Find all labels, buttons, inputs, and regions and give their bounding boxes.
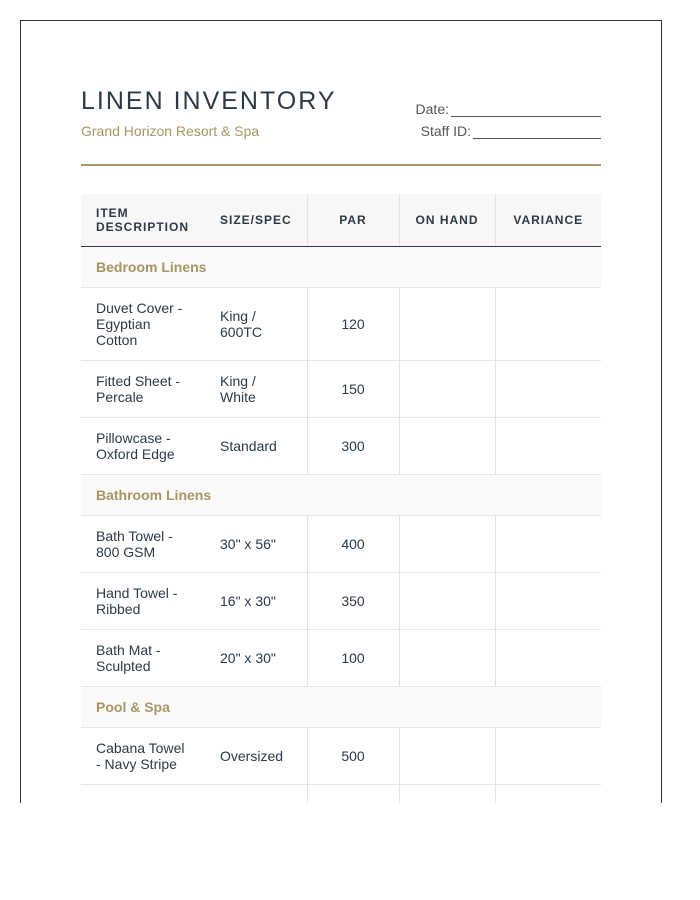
variance-cell[interactable] — [495, 516, 601, 573]
item-par: 100 — [307, 630, 399, 687]
item-par: 400 — [307, 516, 399, 573]
item-description: Bath Towel - 800 GSM — [81, 516, 204, 573]
category-label: Bathroom Linens — [81, 475, 601, 516]
item-par: 300 — [307, 418, 399, 475]
on-hand-cell[interactable] — [399, 573, 495, 630]
on-hand-cell[interactable] — [399, 785, 495, 804]
sheet-header — [81, 87, 601, 166]
item-par: 150 — [307, 361, 399, 418]
page-title: LINEN INVENTORY — [81, 87, 337, 115]
item-description: Bath Mat - Sculpted — [81, 630, 204, 687]
item-description: Hand Towel - Ribbed — [81, 573, 204, 630]
item-par: 500 — [307, 728, 399, 785]
item-description: Fitted Sheet - Percale — [81, 361, 204, 418]
category-row — [81, 475, 601, 516]
variance-cell[interactable] — [495, 573, 601, 630]
item-spec: 30" x 56" — [204, 516, 307, 573]
column-header-par: PAR — [307, 194, 399, 247]
on-hand-cell[interactable] — [399, 361, 495, 418]
table-row — [81, 630, 601, 687]
variance-cell[interactable] — [495, 728, 601, 785]
staff-id-label: Staff ID: — [420, 123, 471, 139]
category-label: Pool & Spa — [81, 687, 601, 728]
table-row — [81, 418, 601, 475]
table-row — [81, 361, 601, 418]
item-description: Duvet Cover - Egyptian Cotton — [81, 288, 204, 361]
item-par: 120 — [307, 288, 399, 361]
date-label: Date: — [415, 101, 449, 117]
variance-cell[interactable] — [495, 630, 601, 687]
variance-cell[interactable] — [495, 418, 601, 475]
table-row — [81, 288, 601, 361]
item-spec: 16" x 30" — [204, 573, 307, 630]
column-header-spec: SIZE/SPEC — [204, 194, 307, 247]
on-hand-cell[interactable] — [399, 728, 495, 785]
table-row — [81, 516, 601, 573]
variance-cell[interactable] — [495, 361, 601, 418]
variance-cell[interactable] — [495, 288, 601, 361]
on-hand-cell[interactable] — [399, 516, 495, 573]
on-hand-cell[interactable] — [399, 418, 495, 475]
category-row — [81, 247, 601, 288]
table-row — [81, 728, 601, 785]
inventory-sheet — [20, 20, 662, 803]
variance-cell[interactable] — [495, 785, 601, 804]
date-input-line[interactable] — [451, 102, 601, 117]
column-header-variance: VARIANCE — [495, 194, 601, 247]
category-row — [81, 687, 601, 728]
table-row-partial — [81, 785, 601, 804]
property-name: Grand Horizon Resort & Spa — [81, 123, 260, 139]
item-par: 350 — [307, 573, 399, 630]
column-header-description: ITEM DESCRIPTION — [81, 194, 204, 247]
staff-id-input-line[interactable] — [473, 124, 601, 139]
item-par-cut-off — [307, 785, 399, 804]
item-description: Pillowcase - Oxford Edge — [81, 418, 204, 475]
date-field[interactable] — [416, 101, 601, 117]
item-spec-cut-off — [204, 785, 307, 804]
item-spec: Oversized — [204, 728, 307, 785]
category-label: Bedroom Linens — [81, 247, 601, 288]
inventory-table — [81, 194, 601, 803]
on-hand-cell[interactable] — [399, 288, 495, 361]
item-description-cut-off — [81, 785, 204, 804]
item-spec: King / 600TC — [204, 288, 307, 361]
item-spec: Standard — [204, 418, 307, 475]
item-spec: King / White — [204, 361, 307, 418]
on-hand-cell[interactable] — [399, 630, 495, 687]
column-header-on-hand: ON HAND — [399, 194, 495, 247]
staff-id-field[interactable] — [421, 123, 601, 139]
item-spec: 20" x 30" — [204, 630, 307, 687]
item-description: Cabana Towel - Navy Stripe — [81, 728, 204, 785]
table-header-row — [81, 194, 601, 247]
table-row — [81, 573, 601, 630]
